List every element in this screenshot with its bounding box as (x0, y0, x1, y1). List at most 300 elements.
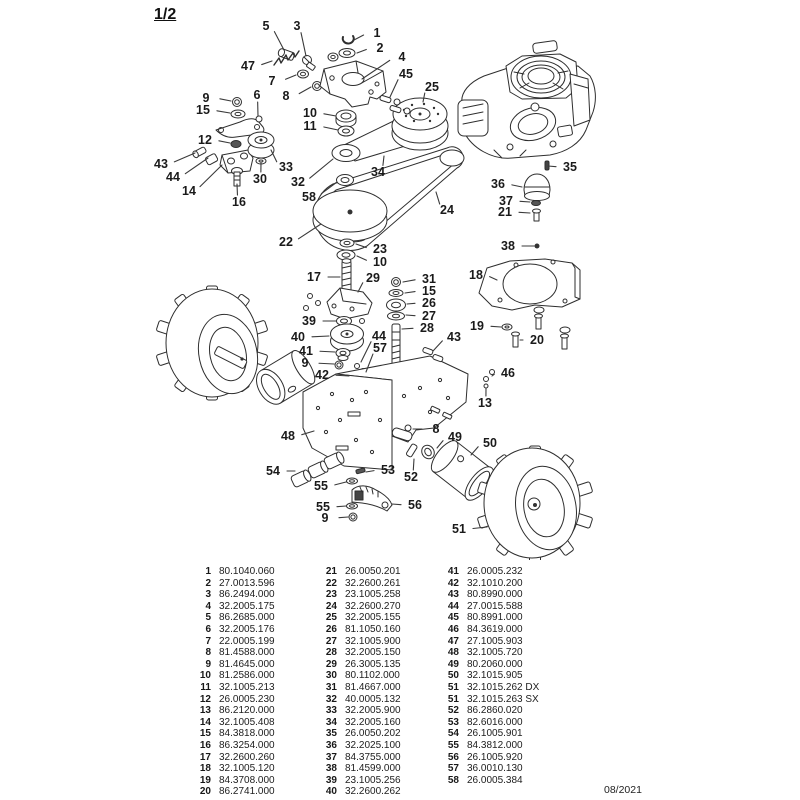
parts-row-50 (438, 670, 539, 682)
callout-label-7: 7 (268, 74, 276, 88)
parts-row-18 (190, 763, 275, 775)
part-code: 27.0013.596 (219, 577, 275, 589)
part-code: 27.0015.588 (467, 600, 523, 612)
part-ref: 14 (199, 716, 211, 728)
part-ref: 3 (205, 589, 211, 601)
bearing-41-drawing (336, 349, 350, 361)
part-ref: 27 (325, 635, 337, 647)
callout-label-32: 32 (291, 175, 305, 189)
parts-row-12 (190, 694, 275, 706)
callout-leader-45 (390, 80, 398, 97)
bolts-46-13-drawing (484, 370, 495, 389)
callout-label-58: 58 (302, 190, 316, 204)
callout-label-18: 18 (469, 268, 483, 282)
callout-label-10: 10 (303, 106, 317, 120)
callout-leader-26 (407, 303, 415, 304)
part-code: 32.1010.200 (467, 577, 523, 589)
part-code: 26.1005.920 (467, 751, 523, 763)
callout-leader-5 (274, 32, 284, 50)
callout-label-54: 54 (266, 464, 280, 478)
parts-row-37 (316, 752, 401, 764)
part-ref: 52 (447, 705, 459, 717)
callout-leader-51 (473, 527, 487, 529)
callout-leader-29 (358, 283, 363, 292)
part-ref: 6 (205, 623, 211, 635)
part-ref: 46 (447, 623, 459, 635)
callout-leader-41 (320, 351, 335, 352)
part-code: 84.3755.000 (345, 751, 401, 763)
part-ref: 13 (199, 705, 211, 717)
callout-label-20: 20 (530, 333, 544, 347)
callout-label-43: 43 (447, 330, 461, 344)
callout-leader-52 (413, 459, 414, 470)
parts-row-10 (190, 670, 275, 682)
engine-pulley-drawing (440, 150, 464, 166)
callout-label-6: 6 (253, 88, 261, 102)
callout-label-14: 14 (182, 184, 196, 198)
part-code: 23.1005.258 (345, 589, 401, 601)
part-code: 40.0005.132 (345, 693, 401, 705)
callout-label-13: 13 (478, 396, 492, 410)
parts-row-1 (190, 566, 275, 578)
parts-row-11 (190, 682, 275, 694)
callout-label-56: 56 (408, 498, 422, 512)
callout-label-33: 33 (279, 160, 293, 174)
part-ref: 39 (325, 774, 337, 786)
callout-leader-43 (174, 153, 195, 162)
callout-leader-53 (366, 471, 374, 472)
callout-label-40: 40 (291, 330, 305, 344)
parts-row-9 (190, 659, 275, 671)
part-code: 84.3818.000 (219, 728, 275, 740)
part-code: 26.0005.230 (219, 693, 275, 705)
parts-row-24 (316, 601, 401, 613)
part-ref: 41 (447, 566, 459, 577)
callout-label-8: 8 (432, 422, 440, 436)
callout-label-9: 9 (202, 91, 210, 105)
part-code: 32.1005.720 (467, 647, 523, 659)
callout-leader-43 (433, 341, 442, 351)
callout-label-31: 31 (422, 272, 436, 286)
part-code: 26.0050.202 (345, 728, 401, 740)
part-code: 26.0050.201 (345, 566, 401, 577)
washer-55a-drawing (347, 478, 358, 484)
callout-label-22: 22 (279, 235, 293, 249)
callout-leader-35 (548, 166, 556, 167)
part-code: 84.3812.000 (467, 739, 523, 751)
parts-row-49 (438, 659, 539, 671)
part-code: 32.2005.160 (345, 716, 401, 728)
parts-row-13 (190, 705, 275, 717)
page-number-label: 1/2 (154, 6, 177, 23)
part-code: 23.1005.256 (345, 774, 401, 786)
parts-row-39 (316, 775, 401, 787)
callout-label-37: 37 (499, 194, 513, 208)
callout-label-26: 26 (422, 296, 436, 310)
part-code: 81.4599.000 (345, 763, 401, 775)
part-code: 32.1005.120 (219, 763, 275, 775)
callout-leader-9 (319, 363, 334, 364)
parts-column-2 (316, 566, 401, 798)
callout-leader-27 (406, 315, 415, 316)
part-code: 86.2494.000 (219, 589, 275, 601)
part-code: 32.1015.905 (467, 670, 523, 682)
part-ref: 24 (325, 600, 337, 612)
part-ref: 30 (325, 670, 337, 682)
pulley-33-drawing (248, 132, 274, 158)
callout-label-29: 29 (366, 271, 380, 285)
bracket-4-drawing (320, 61, 386, 107)
left-wheel-drawing (156, 286, 268, 400)
parts-row-44 (438, 601, 539, 613)
part-ref: 37 (325, 751, 337, 763)
part-code: 32.2600.260 (219, 751, 275, 763)
callout-label-4: 4 (398, 50, 406, 64)
callout-leader-3 (301, 33, 306, 56)
part-ref: 20 (199, 786, 211, 798)
parts-row-4 (190, 601, 275, 613)
screw-3-drawing (303, 56, 316, 71)
parts-row-57 (438, 763, 539, 775)
part-ref: 47 (447, 635, 459, 647)
part-code: 80.1102.000 (345, 670, 400, 682)
parts-row-38 (316, 763, 401, 775)
stack-31-15-26-27-drawing (387, 278, 406, 321)
part-ref: 22 (325, 577, 337, 589)
callout-leader-44 (185, 158, 208, 174)
washer-2-drawing (339, 49, 355, 58)
callout-label-47: 47 (241, 59, 255, 73)
callout-leader-28 (402, 328, 413, 329)
callout-label-17: 17 (307, 270, 321, 284)
parts-row-40 (316, 786, 401, 798)
callout-leader-7 (286, 75, 296, 79)
part-ref: 12 (199, 693, 211, 705)
mount-plate-18-drawing (479, 244, 580, 311)
part-code: 32.2005.150 (345, 647, 401, 659)
pulley-22-drawing (313, 190, 387, 241)
callout-leader-2 (357, 49, 366, 53)
part-ref: 42 (447, 577, 459, 589)
part-ref: 17 (199, 751, 211, 763)
callout-leader-50 (471, 447, 478, 455)
part-ref: 40 (325, 786, 337, 798)
parts-row-15 (190, 728, 275, 740)
part-code: 81.1050.160 (345, 623, 401, 635)
callout-leader-37 (520, 201, 530, 202)
callout-label-55: 55 (316, 500, 330, 514)
part-code: 86.2120.000 (219, 705, 275, 717)
mount-puck-36-drawing (524, 161, 550, 221)
part-ref: 45 (447, 612, 459, 624)
part-ref: 31 (325, 681, 337, 693)
callout-label-46: 46 (501, 366, 515, 380)
callout-label-15: 15 (422, 284, 436, 298)
part-code: 32.1005.408 (219, 716, 275, 728)
bearing-11-drawing (338, 126, 354, 136)
callout-label-44: 44 (166, 170, 180, 184)
callout-label-21: 21 (498, 205, 512, 219)
parts-row-42 (438, 578, 539, 590)
part-code: 32.2005.175 (219, 600, 275, 612)
bolt-16-drawing (232, 168, 243, 187)
callout-label-5: 5 (262, 19, 270, 33)
part-ref: 53 (447, 716, 459, 728)
part-code: 32.2025.100 (345, 739, 401, 751)
callout-label-39: 39 (302, 314, 316, 328)
part-ref: 54 (447, 728, 459, 740)
part-ref: 32 (325, 693, 337, 705)
part-ref: 38 (325, 763, 337, 775)
callout-leader-31 (403, 280, 415, 282)
callout-label-52: 52 (404, 470, 418, 484)
parts-row-6 (190, 624, 275, 636)
parts-row-34 (316, 717, 401, 729)
parts-row-55 (438, 740, 539, 752)
part-ref: 55 (447, 739, 459, 751)
parts-row-36 (316, 740, 401, 752)
callout-label-36: 36 (491, 177, 505, 191)
callout-leader-10 (357, 256, 366, 260)
parts-row-56 (438, 752, 539, 764)
parts-row-27 (316, 636, 401, 648)
bearing-58-drawing (337, 175, 354, 186)
part-ref: 21 (325, 566, 337, 577)
parts-row-32 (316, 694, 401, 706)
part-code: 32.2005.900 (345, 705, 401, 717)
part-ref: 11 (200, 681, 211, 693)
callout-label-35: 35 (563, 160, 577, 174)
parts-row-3 (190, 589, 275, 601)
callout-label-1: 1 (373, 26, 381, 40)
engine-drawing (458, 40, 595, 158)
part-code: 86.3254.000 (219, 739, 275, 751)
callout-leader-47 (262, 61, 272, 65)
right-wheel-drawing (477, 446, 593, 560)
part-ref: 56 (447, 751, 459, 763)
callout-label-43: 43 (154, 157, 168, 171)
nut-9b-drawing (335, 361, 343, 369)
part-code: 81.4667.000 (345, 681, 401, 693)
parts-row-29 (316, 659, 401, 671)
parts-row-54 (438, 728, 539, 740)
part-code: 81.4588.000 (219, 647, 275, 659)
part-ref: 19 (199, 774, 211, 786)
part-code: 22.0005.199 (219, 635, 275, 647)
callout-leader-55 (335, 482, 346, 485)
part-code: 26.3005.135 (345, 658, 401, 670)
callout-label-28: 28 (420, 321, 434, 335)
parts-row-19 (190, 775, 275, 787)
pulley-40-drawing (331, 324, 364, 351)
callout-leader-19 (491, 326, 501, 327)
bolt-8b-drawing (405, 425, 411, 431)
part-code: 86.2741.000 (219, 786, 275, 798)
parts-row-22 (316, 578, 401, 590)
part-ref: 10 (199, 670, 211, 682)
callout-label-51: 51 (452, 522, 466, 536)
callout-label-15: 15 (196, 103, 210, 117)
part-code: 26.0005.232 (467, 566, 523, 577)
parts-row-26 (316, 624, 401, 636)
callout-label-30: 30 (253, 172, 267, 186)
part-code: 32.1015.262 DX (467, 681, 540, 693)
part-ref: 35 (325, 728, 337, 740)
callout-label-27: 27 (422, 309, 436, 323)
parts-row-5 (190, 612, 275, 624)
part-ref: 9 (205, 658, 211, 670)
part-ref: 34 (325, 716, 337, 728)
part-code: 86.2860.020 (467, 705, 523, 717)
callout-leader-1 (354, 35, 364, 40)
callout-label-24: 24 (440, 203, 454, 217)
washer-15-drawing (231, 110, 245, 118)
part-ref: 50 (447, 670, 459, 682)
part-ref: 58 (447, 774, 459, 786)
part-code: 32.1015.263 SX (467, 693, 539, 705)
part-ref: 23 (325, 589, 337, 601)
part-code: 86.2685.000 (219, 612, 275, 624)
callout-leader-56 (392, 504, 401, 505)
callout-leader-9 (339, 517, 348, 518)
parts-row-51 (438, 682, 539, 694)
parts-row-53 (438, 717, 539, 729)
callout-label-11: 11 (303, 119, 317, 133)
pin-52-drawing (406, 443, 418, 457)
part-code: 80.8991.000 (467, 612, 523, 624)
parts-row-43 (438, 589, 539, 601)
callout-leader-10 (324, 114, 336, 116)
part-code: 27.1005.903 (467, 635, 523, 647)
parts-row-47 (438, 636, 539, 648)
cam-lever-56-drawing (352, 486, 392, 511)
callout-label-57: 57 (373, 341, 387, 355)
part-code: 32.2005.176 (219, 623, 275, 635)
part-ref: 4 (205, 600, 211, 612)
callout-leader-55 (337, 506, 346, 507)
callout-label-42: 42 (315, 368, 329, 382)
bushing-12-drawing (231, 141, 241, 148)
part-ref: 36 (325, 739, 337, 751)
callout-label-19: 19 (470, 319, 484, 333)
part-code: 32.2600.270 (345, 600, 401, 612)
ring-23-drawing (340, 239, 354, 247)
part-ref: 5 (205, 612, 211, 624)
parts-row-31 (316, 682, 401, 694)
callout-leader-36 (512, 185, 522, 187)
parts-row-52 (438, 705, 539, 717)
part-ref: 16 (199, 739, 211, 751)
part-ref: 57 (447, 763, 459, 775)
part-ref: 48 (447, 647, 459, 659)
callout-leader-40 (312, 336, 329, 337)
callout-label-34: 34 (371, 165, 385, 179)
part-ref: 15 (199, 728, 211, 740)
circlip-1-drawing (343, 36, 354, 44)
parts-row-33 (316, 705, 401, 717)
part-ref: 29 (325, 658, 337, 670)
nut-9c-drawing (349, 513, 357, 521)
callout-leader-14 (200, 165, 222, 187)
callout-label-9: 9 (321, 511, 329, 525)
callout-label-53: 53 (381, 463, 395, 477)
part-code: 32.1005.900 (345, 635, 401, 647)
part-code: 80.2060.000 (467, 658, 523, 670)
nut-9-drawing (233, 98, 242, 107)
pulley-25-drawing (392, 98, 448, 150)
callout-label-23: 23 (373, 242, 387, 256)
callout-label-55: 55 (314, 479, 328, 493)
bearing-10-drawing (336, 110, 356, 127)
callout-label-10: 10 (373, 255, 387, 269)
parts-row-58 (438, 775, 539, 787)
part-code: 82.6016.000 (467, 716, 523, 728)
part-ref: 51 (447, 693, 459, 705)
callout-label-16: 16 (232, 195, 246, 209)
parts-row-16 (190, 740, 275, 752)
parts-row-48 (438, 647, 539, 659)
callout-label-12: 12 (198, 133, 212, 147)
callout-label-45: 45 (399, 67, 413, 81)
callout-leader-15 (217, 111, 230, 113)
callout-label-2: 2 (376, 41, 384, 55)
callout-leader-42 (336, 375, 349, 376)
washer-55b-drawing (347, 503, 358, 509)
callout-label-44: 44 (372, 329, 386, 343)
part-code: 26.1005.901 (467, 728, 523, 740)
parts-row-17 (190, 752, 275, 764)
bolt-43-drawing (192, 146, 207, 159)
part-code: 81.4645.000 (219, 658, 275, 670)
parts-column-1 (190, 566, 275, 798)
part-code: 32.2005.155 (345, 612, 401, 624)
part-ref: 51 (447, 681, 459, 693)
callout-label-50: 50 (483, 436, 497, 450)
parts-row-41 (438, 566, 539, 578)
part-code: 32.2600.262 (345, 786, 401, 798)
part-ref: 25 (325, 612, 337, 624)
callout-leader-11 (324, 127, 338, 130)
callout-label-49: 49 (448, 430, 462, 444)
part-ref: 44 (447, 600, 459, 612)
callout-label-3: 3 (293, 19, 301, 33)
callout-label-25: 25 (425, 80, 439, 94)
part-code: 26.0005.384 (467, 774, 523, 786)
callout-label-8: 8 (282, 89, 290, 103)
part-ref: 2 (205, 577, 211, 589)
parts-row-30 (316, 670, 401, 682)
parts-row-21 (316, 566, 401, 578)
callout-leader-12 (219, 141, 230, 143)
part-code: 32.2600.261 (345, 577, 401, 589)
part-ref: 8 (205, 647, 211, 659)
callout-label-48: 48 (281, 429, 295, 443)
callout-leader-15 (405, 292, 415, 293)
part-ref: 1 (205, 566, 211, 577)
parts-row-8 (190, 647, 275, 659)
callout-label-38: 38 (501, 239, 515, 253)
parts-row-28 (316, 647, 401, 659)
revision-date: 08/2021 (604, 784, 642, 796)
parts-row-20 (190, 786, 275, 798)
parts-row-51 (438, 694, 539, 706)
parts-row-23 (316, 589, 401, 601)
parts-column-3 (438, 566, 539, 786)
callout-label-9: 9 (301, 356, 309, 370)
part-code: 84.3708.000 (219, 774, 275, 786)
parts-row-46 (438, 624, 539, 636)
parts-row-45 (438, 612, 539, 624)
